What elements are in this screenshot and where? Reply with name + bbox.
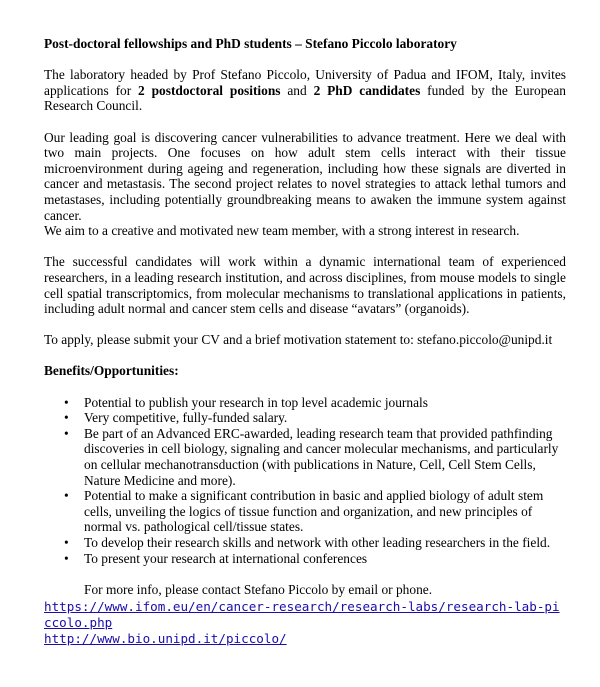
intro-text-1: The laboratory headed by Prof Stefano Piccolo, University of Padua and IFOM, Italy, invites applications for — [44, 67, 566, 98]
contact-note: For more info, please contact Stefano Piccolo by email or phone. — [84, 581, 433, 597]
phd-candidates-highlight: 2 PhD candidates — [313, 82, 421, 98]
benefit-item: • Be part of an Advanced ERC-awarded, leading research team that provided pathfinding discoveries in cell biology, signaling and cancer molecular mechanisms, and particularly on cellular mechanotransduction (with publications in Nature, Cell, Cell Stem Cells, Nature Medicine and more). — [84, 426, 566, 488]
postdoc-positions-highlight: 2 postdoctoral positions — [138, 82, 281, 98]
document-body — [44, 36, 566, 613]
benefit-item: • To develop their research skills and network with other leading researchers in the field. — [84, 535, 566, 551]
apply-paragraph: To apply, please submit your CV and a brief motivation statement to: stefano.piccolo@unipd.it — [44, 332, 553, 348]
intro-paragraph — [44, 67, 566, 114]
intro-text-2: and — [280, 82, 314, 98]
benefit-item: • To present your research at international conferences — [84, 551, 566, 567]
benefit-item: • Very competitive, fully-funded salary. — [84, 410, 566, 426]
intro-text-3: funded by the European Research Council. — [44, 82, 566, 114]
links-block — [44, 599, 564, 647]
benefits-heading: Benefits/Opportunities: — [44, 363, 179, 379]
benefits-list — [44, 395, 566, 567]
aim-text: We aim to a creative and motivated new team member, with a strong interest in research. — [44, 223, 520, 239]
goal-text: Our leading goal is discovering cancer vulnerabilities to advance treatment. Here we deal with two main projects. One focuses on how adult stem cells interact with their tissue microenvironment during ageing and regeneration, including how these signals are diverted in cancer and metastasis. The second project relates to novel strategies to attack lethal tumors and metastases, including potentially groundbreaking means to awaken the immune system against cancer. — [44, 129, 566, 223]
benefit-item: • Potential to make a significant contribution in basic and applied biology of adult stem cells, unveiling the logics of tissue function and organization, and new principles of normal vs. pathological cell/tissue states. — [84, 488, 566, 535]
ifom-lab-link[interactable]: https://www.ifom.eu/en/cancer-research/research-labs/research-lab-piccolo.php — [44, 599, 560, 630]
document-title: Post-doctoral fellowships and PhD students – Stefano Piccolo laboratory — [44, 36, 457, 51]
unipd-lab-link[interactable]: http://www.bio.unipd.it/piccolo/ — [44, 631, 287, 646]
candidates-paragraph: The successful candidates will work within a dynamic international team of experienced researchers, in a leading research institution, and across disciplines, from mouse models to single cell spatial transcriptomics, from molecular mechanisms to translational applications in patients, including adult normal and cancer stem cells and disease “avatars” (organoids). — [44, 254, 566, 317]
goal-paragraph — [44, 130, 566, 239]
benefit-item: • Potential to publish your research in top level academic journals — [84, 395, 566, 411]
